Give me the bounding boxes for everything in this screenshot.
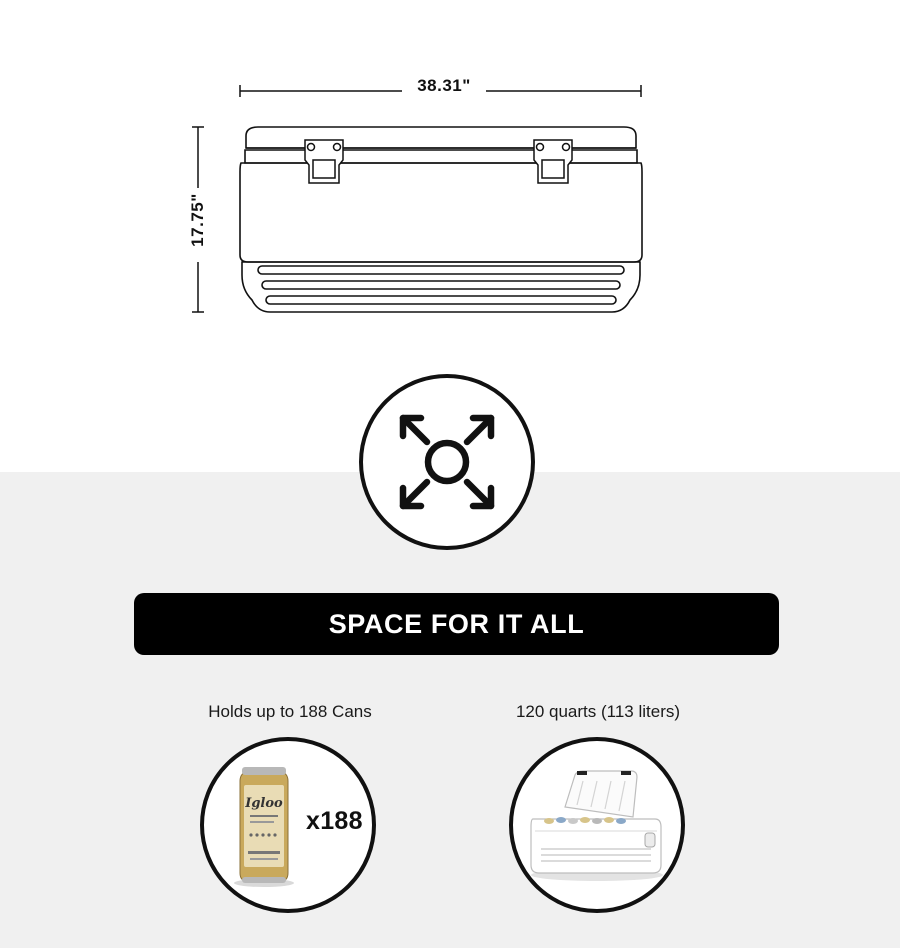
can-count-label: x188 — [306, 807, 363, 835]
capacity-feature-circle — [509, 737, 685, 913]
can-brand-text: Igloo — [245, 796, 283, 811]
height-dimension-label: 17.75" — [188, 193, 207, 247]
cooler-outline — [240, 127, 642, 312]
cooler-photo — [513, 741, 681, 909]
cans-caption: Holds up to 188 Cans — [208, 702, 372, 721]
capacity-caption: 120 quarts (113 liters) — [515, 702, 681, 721]
cans-feature-circle — [200, 737, 376, 913]
width-dimension-label: 38.31" — [417, 76, 471, 95]
expand-icon-circle — [359, 374, 535, 550]
cooler-latches — [305, 140, 572, 183]
expand-arrows-icon — [363, 378, 531, 546]
space-banner — [134, 593, 779, 655]
banner-title: SPACE FOR IT ALL — [328, 608, 585, 639]
